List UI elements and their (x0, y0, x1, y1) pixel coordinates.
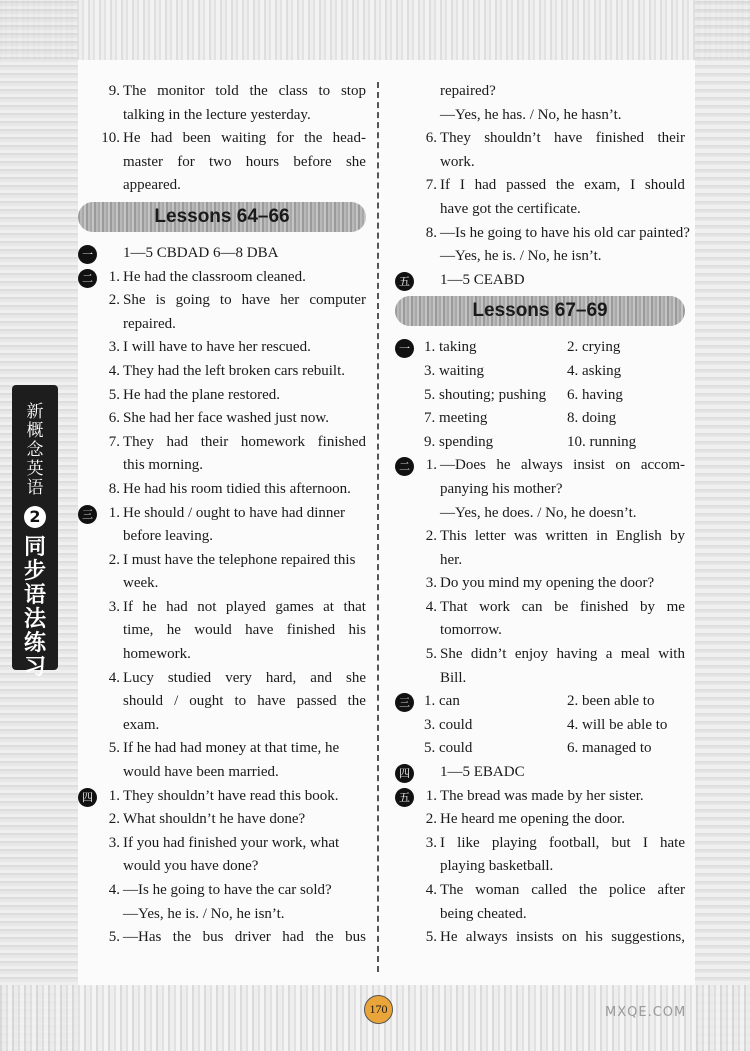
section-marker-badge: 三 (395, 693, 414, 712)
answer-text: What shouldn’t he have done? (123, 811, 306, 828)
item-number: 10. (101, 130, 120, 147)
answer-line (395, 572, 685, 596)
answer-text: playing basketball. (440, 858, 554, 875)
answer-text: would you have done? (123, 858, 259, 875)
answer-text: this morning. (123, 457, 204, 474)
answer-text: her. (440, 551, 463, 568)
answer-line (78, 266, 366, 290)
answer-text: He heard me opening the door. (440, 811, 625, 828)
lesson-banner-title: Lessons 64–66 (154, 205, 290, 227)
answer-pair-row (395, 384, 685, 408)
answer-line (395, 549, 685, 573)
item-number: 4. (108, 669, 120, 686)
answer-line (78, 832, 366, 856)
answer-text: panying his mother? (440, 480, 563, 497)
answer-text: —Yes, he does. / No, he doesn’t. (440, 504, 637, 521)
answer-pair-row (395, 737, 685, 761)
answer-text: He should / ought to have had dinner (123, 504, 346, 521)
answer-text: should / ought to have passed the (123, 693, 366, 710)
answer-line (395, 667, 685, 691)
answer-item: 4. will be able to (567, 716, 668, 733)
answer-line (78, 242, 366, 266)
item-number: 3. (108, 834, 120, 851)
item-number: 4. (425, 882, 437, 898)
scan-noise-top (0, 0, 750, 60)
answer-item: 5. shouting; pushing (424, 386, 547, 403)
answer-text: If you had finished your work, what (123, 834, 340, 851)
answer-line (395, 761, 685, 785)
item-number: 1. (425, 787, 437, 804)
answer-text: Bill. (440, 669, 467, 686)
answer-line (78, 879, 366, 903)
answer-item: 1. taking (424, 339, 477, 356)
item-number: 2. (108, 811, 120, 828)
answer-text: I like playing football, but I hate (440, 834, 685, 851)
item-number: 3. (425, 575, 437, 592)
answer-text: I must have the telephone repaired this (123, 551, 356, 568)
item-number: 7. (108, 433, 120, 450)
answer-line (395, 832, 685, 856)
answer-pair-row (395, 407, 685, 431)
answer-item: 6. having (567, 386, 623, 403)
answer-line (78, 643, 366, 667)
answer-line (395, 926, 685, 950)
answer-line (395, 808, 685, 832)
answer-text: He had the classroom cleaned. (123, 268, 306, 285)
answer-text: She is going to have her computer (123, 292, 366, 309)
item-number: 5. (425, 929, 437, 946)
answer-line (78, 549, 366, 573)
answer-text: If he had had money at that time, he (123, 740, 340, 757)
answer-line (78, 525, 366, 549)
answer-text: have got the certificate. (440, 200, 581, 217)
answer-line (78, 360, 366, 384)
section-marker-badge: 五 (395, 272, 414, 291)
answer-line (78, 384, 366, 408)
answer-line (395, 454, 685, 478)
answer-text: —Yes, he is. / No, he isn’t. (440, 248, 602, 265)
answer-text: exam. (123, 716, 160, 733)
answer-text: —Is he going to have the car sold? (123, 882, 332, 898)
answer-line (78, 572, 366, 596)
answer-line (78, 289, 366, 313)
answer-line (395, 903, 685, 927)
answer-line (395, 222, 690, 246)
answer-text: master for two hours before she (123, 153, 366, 170)
lesson-banner (395, 296, 685, 326)
answer-line (78, 690, 366, 714)
side-tab-volume-badge: 2 (24, 506, 46, 528)
answer-pair-row (395, 714, 685, 738)
side-tab-subtitle: 同步语法练习 (23, 535, 46, 680)
answer-text: —Does he always insist on accom- (440, 457, 685, 474)
answer-line (395, 478, 685, 502)
answer-text: —Yes, he is. / No, he isn’t. (123, 905, 285, 922)
column-divider (377, 82, 379, 972)
answer-line (395, 104, 685, 128)
section-marker-badge: 二 (395, 457, 414, 476)
answer-text: The bread was made by her sister. (440, 787, 644, 804)
answer-item: 8. doing (567, 410, 617, 427)
answer-text: —Has the bus driver had the bus (123, 929, 366, 946)
answer-line (78, 761, 366, 785)
section-marker-badge: 一 (395, 339, 414, 358)
answer-line (395, 174, 685, 198)
item-number: 4. (108, 362, 120, 379)
item-number: 1. (108, 787, 120, 804)
answer-item: 1. can (424, 693, 460, 710)
page-number: 170 (364, 995, 393, 1024)
answer-line (78, 714, 366, 738)
item-number: 2. (108, 292, 120, 309)
answer-text: He always insists on his suggestions, (440, 929, 685, 946)
answer-item: 3. waiting (424, 362, 484, 379)
answer-line (78, 619, 366, 643)
answer-text: appeared. (123, 177, 181, 194)
item-number: 6. (425, 130, 437, 147)
answer-text: —Is he going to have his old car painted? (440, 224, 690, 241)
item-number: 5. (425, 646, 437, 663)
answer-text: week. (123, 575, 159, 592)
section-marker-badge: 四 (395, 764, 414, 783)
answer-line (395, 879, 685, 903)
answer-text: homework. (123, 646, 191, 663)
answer-text: repaired? (440, 83, 496, 99)
answer-line (78, 478, 366, 502)
item-number: 1. (108, 504, 120, 521)
item-number: 4. (108, 882, 120, 898)
item-number: 4. (425, 598, 437, 615)
item-number: 5. (108, 929, 120, 946)
answer-text: 1—5 CBDAD 6—8 DBA (123, 244, 279, 261)
left-column (78, 80, 366, 950)
answer-line (395, 619, 685, 643)
item-number: 7. (425, 177, 437, 194)
answer-line (395, 502, 685, 526)
section-marker-badge: 五 (395, 788, 414, 807)
item-number: 6. (108, 410, 120, 427)
answer-text: They shouldn’t have read this book. (123, 787, 339, 804)
answer-text: tomorrow. (440, 622, 502, 639)
answer-text: He had the plane restored. (123, 386, 281, 403)
answer-line (395, 525, 685, 549)
answer-pair-row (395, 431, 685, 455)
answer-item: 2. crying (567, 339, 621, 356)
section-marker-badge: 三 (78, 505, 97, 524)
answer-line (78, 151, 366, 175)
answer-line (395, 643, 685, 667)
answer-text: He had been waiting for the head- (123, 130, 366, 147)
answer-line (78, 431, 366, 455)
answer-pair-row (395, 336, 685, 360)
answer-line (78, 336, 366, 360)
answer-item: 9. spending (424, 433, 494, 450)
answer-item: 3. could (424, 716, 473, 733)
answer-text: If he had not played games at that (123, 598, 366, 615)
side-book-tab (12, 385, 58, 680)
section-marker-badge: 一 (78, 245, 97, 264)
answer-line (78, 808, 366, 832)
answer-text: —Yes, he has. / No, he hasn’t. (440, 106, 622, 123)
answer-text: would have been married. (123, 764, 279, 781)
answer-line (78, 502, 366, 526)
answer-text: The monitor told the class to stop (123, 83, 366, 99)
answer-line (395, 80, 685, 104)
answer-text: She didn’t enjoy having a meal with (440, 646, 685, 663)
answer-text: They had the left broken cars rebuilt. (123, 362, 345, 379)
answer-line (395, 198, 685, 222)
answer-line (78, 737, 366, 761)
item-number: 2. (425, 811, 437, 828)
watermark: MXQE.COM (605, 1005, 687, 1020)
answer-item: 4. asking (567, 362, 622, 379)
answer-text: 1—5 CEABD (440, 271, 525, 288)
answer-text: He had his room tidied this afternoon. (123, 480, 351, 497)
answer-line (395, 596, 685, 620)
answer-item: 6. managed to (567, 740, 652, 757)
answer-line (78, 127, 366, 151)
answer-line (78, 407, 366, 431)
answer-text: before leaving. (123, 528, 213, 545)
answer-text: That work can be finished by me (440, 598, 685, 615)
answer-line (395, 127, 685, 151)
answer-line (78, 903, 366, 927)
item-number: 8. (108, 480, 120, 497)
right-column (395, 80, 690, 950)
item-number: 2. (425, 528, 437, 545)
answer-line (78, 104, 366, 128)
answer-pair-row (395, 690, 685, 714)
answer-line (78, 926, 366, 950)
answer-line (395, 269, 685, 293)
answer-text: being cheated. (440, 905, 527, 922)
answer-pair-row (395, 360, 685, 384)
item-number: 1. (425, 457, 437, 474)
answer-text: work. (440, 153, 475, 170)
answer-line (78, 667, 366, 691)
answer-line (78, 80, 366, 104)
answer-text: They shouldn’t have finished their (440, 130, 685, 147)
answer-line (395, 245, 685, 269)
answer-line (78, 855, 366, 879)
item-number: 3. (108, 339, 120, 356)
answer-item: 5. could (424, 740, 473, 757)
lesson-banner (78, 202, 366, 232)
answer-text: If I had passed the exam, I should (440, 177, 685, 194)
side-tab-title: 新概念英语 (26, 402, 44, 498)
answer-line (395, 785, 685, 809)
item-number: 1. (108, 268, 120, 285)
answer-line (395, 151, 685, 175)
answer-text: talking in the lecture yesterday. (123, 106, 311, 123)
answer-item: 10. running (567, 433, 637, 450)
answer-line (78, 785, 366, 809)
lesson-banner-title: Lessons 67–69 (472, 300, 608, 322)
answer-text: Lucy studied very hard, and she (123, 669, 366, 686)
answer-item: 7. meeting (424, 410, 488, 427)
answer-text: This letter was written in English by (440, 528, 685, 545)
answer-text: They had their homework finished (123, 433, 366, 450)
item-number: 3. (425, 834, 437, 851)
section-marker-badge: 四 (78, 788, 97, 807)
answer-text: repaired. (123, 315, 176, 332)
item-number: 5. (108, 740, 120, 757)
answer-line (78, 174, 366, 198)
item-number: 8. (425, 224, 437, 241)
answer-line (78, 313, 366, 337)
section-marker-badge: 二 (78, 269, 97, 288)
answer-line (395, 855, 685, 879)
answer-line (78, 596, 366, 620)
item-number: 5. (108, 386, 120, 403)
answer-text: 1—5 EBADC (440, 764, 525, 781)
answer-text: She had her face washed just now. (123, 410, 330, 427)
item-number: 3. (108, 598, 120, 615)
item-number: 2. (108, 551, 120, 568)
answer-line (78, 454, 366, 478)
answer-item: 2. been able to (567, 693, 655, 710)
answer-text: time, he would have finished his (123, 622, 366, 639)
answer-text: Do you mind my opening the door? (440, 575, 655, 592)
item-number: 9. (108, 83, 120, 99)
answer-text: The woman called the police after (440, 882, 685, 898)
scan-noise-right (695, 0, 750, 1051)
answer-text: I will have to have her rescued. (123, 339, 311, 356)
